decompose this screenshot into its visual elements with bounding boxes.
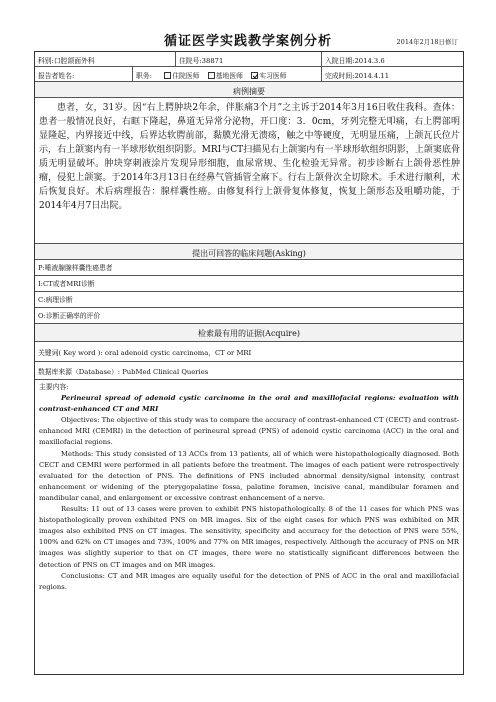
asking-heading: 提出可回答的临床问题(Asking) bbox=[35, 244, 463, 260]
methods-paragraph: Methods: This study consisted of 13 ACCs from 13 patients, all of which were histopathologically diagnosed. Both CECT and CEMRI were performed in all patients before the treatment. The images of each patient were retrospectively evaluated for the detection of PNS. The definitions of PNS included abnormal density/signal intensity, contrast enhancement or widening of the pterygopalatine fossa, palatine foramen, incisive canal, mandibular foramen and mandibular canal, and enlargement or excessive contrast enhancement of a nerve. bbox=[39, 449, 459, 502]
pico-o: O:诊断正确率的评价 bbox=[35, 308, 463, 324]
pico-i: I:CT或者MRI诊断 bbox=[35, 276, 463, 292]
case-report-form bbox=[34, 51, 464, 675]
revision-date: 2014年2月18日修订 bbox=[396, 38, 458, 46]
main-content-label: 主要内容: bbox=[39, 383, 69, 391]
database-line: 数据库来源（Database）: PubMed Clinical Queries bbox=[35, 362, 463, 380]
position-field bbox=[132, 67, 321, 81]
completion-date-field: 完成时间:2014.4.11 bbox=[321, 67, 463, 81]
department-field: 科别:口腔颌面外科 bbox=[38, 57, 95, 65]
header-row-2 bbox=[35, 67, 463, 82]
admission-number-field: 住院号:38871 bbox=[175, 52, 321, 66]
admission-date-field: 入院日期:2014.3.6 bbox=[321, 52, 463, 66]
option-resident: 住院医师 bbox=[172, 72, 200, 80]
keywords-line: 关键词( Key word ): oral adenoid cystic carcinoma，CT or MRI bbox=[35, 342, 463, 362]
main-content bbox=[35, 380, 463, 593]
option-intern: 实习医师 bbox=[259, 72, 287, 80]
position-label: 职务: bbox=[136, 72, 152, 80]
document-title: 循证医学实践教学案例分析 bbox=[163, 34, 332, 49]
results-paragraph: Results: 11 out of 13 cases were proven to exhibit PNS histopathologically. 8 of the 11 cases for which PNS was histopathologically proven exhibited PNS on MR images. Six of the eight cases for which PNS was exhibited on MR images also exhibited PNS on CT images. The sensitivity, specificity and accuracy for the detection of PNS were 55%, 100% and 62% on CT images and 73%, 100% and 77% on MR images, respectively. Although the accuracy of PNS on MR images was slightly superior to that on CT images, there were no statistically significant differences between the detection of PNS on CT images and on MR images. bbox=[39, 505, 459, 569]
reporter-name-field: 报告者姓名: bbox=[38, 72, 75, 80]
checkbox-resident[interactable] bbox=[164, 72, 171, 79]
case-summary-text: 患者，女，31岁。因“右上腭肿块2年余，伴胀痛3个月”之主诉于2014年3月16日收住我科。查体：患者一般情况良好，右眶下隆起，鼻道无异常分泌物，开口度：3．0cm，牙列完整无叩痛，右上腭部明显隆起，内界接近中线，后界达软腭前部，黏膜光滑无溃疡，触之中等硬度，无明显压痛，上颌瓦氏位片示，右上颌窦内有一半球形软组织阴影。MRI与CT扫描见右上颌窦内有一半球形软组织阴影，上颌窦底骨质无明显破坏。肿块穿刺液涂片发现异形细胞，血尿常规、生化检验无异常。初步诊断右上颌骨恶性肿瘤，侵犯上颌窦。于2014年3月13日在经鼻气管插管全麻下。行右上颌骨次全切除术。手术进行顺利，术后恢复良好。术后病理报告：腺样囊性癌。由修复科行上颌骨复体修复，恢复上颌形态及咀嚼功能，于2014年4月7日出院。 bbox=[39, 103, 460, 211]
article-title: Perineural spread of adenoid cystic carcinoma in the oral and maxillofacial regions: evaluation with contrast-enhanced CT and MRI bbox=[39, 394, 459, 414]
header-row-1 bbox=[35, 52, 463, 67]
acquire-heading: 检索最有用的证据(Acquire) bbox=[35, 324, 463, 342]
option-base: 基地医师 bbox=[215, 72, 243, 80]
main-content-section bbox=[35, 380, 463, 674]
pico-c: C:病理诊断 bbox=[35, 292, 463, 308]
case-summary-section bbox=[35, 98, 463, 244]
checkbox-base[interactable] bbox=[208, 72, 215, 79]
objectives-paragraph: Objectives: The objective of this study was to compare the accuracy of contrast-enhanced CT (CECT) and contrast-enhanced MRI (CEMRI) in the detection of perineural spread (PNS) of adenoid cystic carcinoma (ACC) in the oral and maxillofacial regions. bbox=[39, 416, 459, 447]
pico-p: P:唾液腺腺样囊性癌患者 bbox=[35, 260, 463, 276]
conclusions-paragraph: Conclusions: CT and MR images are equally useful for the detection of PNS of ACC in the oral and maxillofacial regions. bbox=[39, 571, 459, 591]
case-summary-heading: 病例摘要 bbox=[35, 82, 463, 98]
checkbox-intern[interactable] bbox=[251, 72, 258, 79]
